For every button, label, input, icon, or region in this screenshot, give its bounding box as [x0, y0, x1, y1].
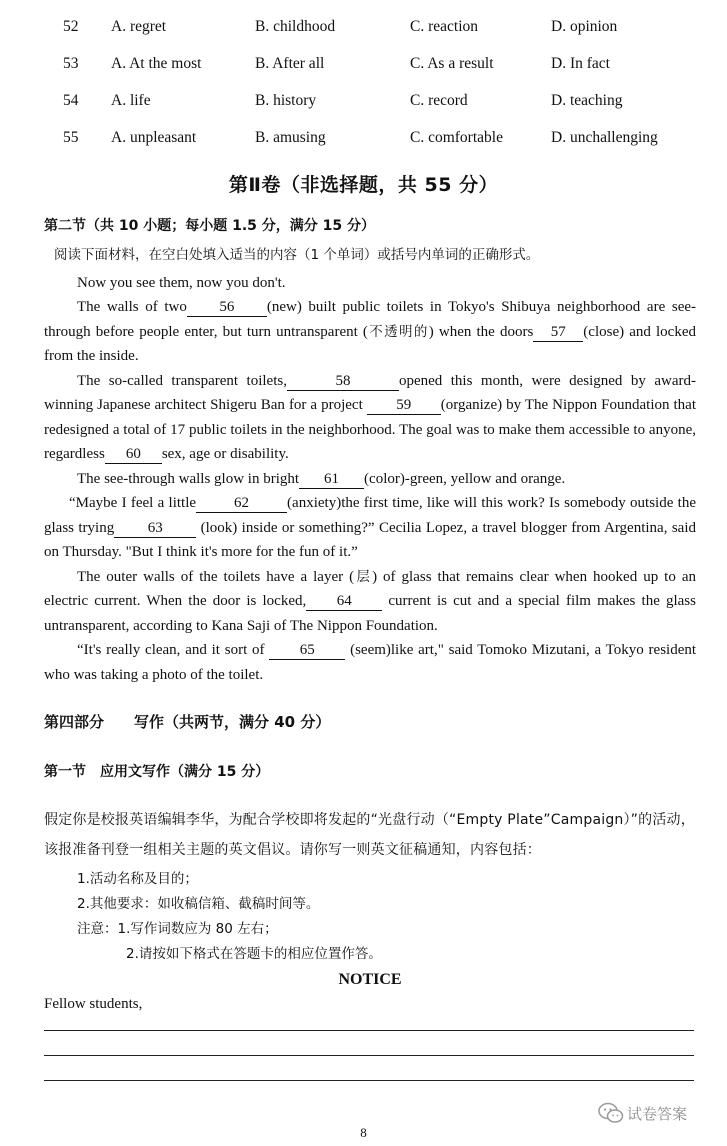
note-2: 2.请按如下格式在答题卡的相应位置作答。 — [126, 946, 382, 962]
paragraph-5: The outer walls of the toilets have a layer (层) of glass that remains clear when hooked up to an electric current. When the door is locked, 64 current is cut and a special film makes the glass untransparent, according to Kana Saji of The Nippon Foundation. — [44, 568, 696, 634]
instruction: 阅读下面材料，在空白处填入适当的内容（1 个单词）或括号内单词的正确形式。 — [54, 247, 540, 263]
answer-line — [44, 1055, 694, 1056]
blank-64: 64 — [306, 593, 382, 611]
option-b: B. amusing — [255, 129, 326, 146]
paragraph-2: The so-called transparent toilets, 58 opened this month, were designed by award-winning Japanese architect Shigeru Ban for a project 59 (organize) by The Nippon Foundation that redesigned a total of 17 public toilets in the neighborhood. The goal was to make them accessible to anyone, regardless 60 sex, age or disability. — [44, 372, 697, 462]
question-number: 52 — [63, 18, 79, 35]
answer-line — [44, 1030, 694, 1031]
blank-60: 60 — [105, 446, 162, 464]
blank-59: 59 — [367, 397, 441, 415]
blank-61: 61 — [299, 471, 364, 489]
passage-title-line: Now you see them, now you don't. — [77, 274, 286, 291]
blank-57: 57 — [533, 324, 583, 342]
choice-row-52 — [0, 18, 727, 55]
paragraph-3: The see-through walls glow in bright 61 (color)-green, yellow and orange. — [77, 470, 566, 487]
option-d: D. opinion — [551, 18, 618, 35]
question-number: 54 — [63, 92, 79, 109]
option-c: C. comfortable — [410, 129, 503, 146]
greeting: Fellow students, — [44, 996, 143, 1012]
option-d: D. teaching — [551, 92, 623, 109]
option-a: A. unpleasant — [111, 129, 197, 146]
writing-task — [44, 805, 696, 1017]
option-d: D. unchallenging — [551, 129, 658, 146]
option-c: C. record — [410, 92, 468, 109]
section1-header: 第一节 应用文写作（满分 15 分） — [44, 764, 270, 780]
paragraph-4: “Maybe I feel a little 62 (anxiety)the first time, like will this work? Is somebody outside the glass trying 63 (look) inside or something?” Cecilia Lopez, a travel blogger from Argentina, said on Thursday. "But I think it's more for the fun of it.” — [44, 495, 696, 560]
section-header: 第二节（共 10 小题；每小题 1.5 分，满分 15 分） — [44, 218, 376, 234]
option-b: B. After all — [255, 55, 325, 72]
page-number: 8 — [360, 1125, 367, 1140]
option-b: B. history — [255, 92, 317, 109]
answer-line — [44, 1080, 694, 1081]
option-c: C. reaction — [410, 18, 479, 35]
wechat-icon — [598, 1102, 624, 1124]
blank-56: 56 — [187, 299, 267, 317]
question-number: 55 — [63, 129, 79, 146]
option-b: B. childhood — [255, 18, 336, 35]
option-d: D. In fact — [551, 55, 610, 72]
requirement-2: 2.其他要求：如收稿信箱、截稿时间等。 — [77, 896, 320, 912]
blank-58: 58 — [287, 373, 399, 391]
option-a: A. regret — [111, 18, 167, 35]
blank-63: 63 — [114, 520, 196, 538]
part-title: 第Ⅱ卷（非选择题，共 55 分） — [228, 174, 499, 196]
note-1: 注意：1.写作词数应为 80 左右； — [77, 921, 278, 937]
option-c: C. As a result — [410, 55, 494, 72]
option-a: A. At the most — [111, 55, 202, 72]
paragraph-6: “It's really clean, and it sort of 65 (seem)like art," said Tomoko Mizutani, a Tokyo resident who was taking a photo of the toilet. — [44, 642, 697, 683]
watermark-text: 试卷答案 — [627, 1104, 688, 1123]
question-number: 53 — [63, 55, 79, 72]
watermark — [598, 1102, 687, 1124]
option-a: A. life — [111, 92, 151, 109]
part4-header: 第四部分 写作（共两节，满分 40 分） — [44, 713, 331, 731]
choice-row-55 — [0, 129, 727, 166]
notice-title: NOTICE — [338, 971, 402, 988]
blank-62: 62 — [196, 495, 287, 513]
blank-65: 65 — [269, 642, 345, 660]
reading-passage — [44, 243, 696, 687]
requirement-1: 1.活动名称及目的； — [77, 871, 198, 887]
choice-table — [0, 18, 727, 166]
writing-prompt: 假定你是校报英语编辑李华，为配合学校即将发起的“光盘行动（“Empty Plate”Campaign）”的活动，该报准备刊登一组相关主题的英文倡议。请你写一则英文征稿通知，内容包括： — [44, 812, 695, 858]
choice-row-53 — [0, 55, 727, 92]
choice-row-54 — [0, 92, 727, 129]
paragraph-1: The walls of two 56 (new) built public toilets in Tokyo's Shibuya neighborhood are see-through before people enter, but turn untransparent (不透明的) when the doors 57 (close) and locked from the inside. — [44, 299, 696, 364]
